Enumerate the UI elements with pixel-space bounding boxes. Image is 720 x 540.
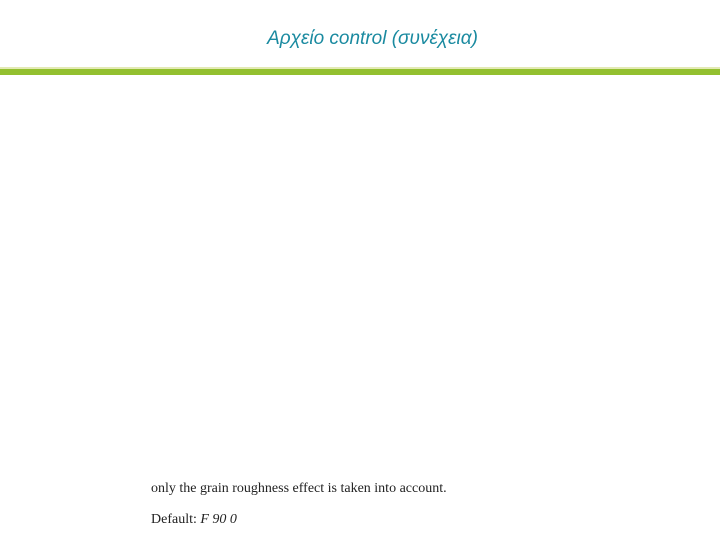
body-text-line: only the grain roughness effect is taken into account. bbox=[151, 481, 447, 496]
default-line bbox=[151, 512, 237, 528]
default-label: Default: bbox=[151, 512, 201, 527]
slide-title: Αρχείο control (συνέχεια) bbox=[267, 28, 478, 49]
default-value: F 90 0 bbox=[200, 512, 237, 527]
header-divider bbox=[0, 69, 720, 75]
